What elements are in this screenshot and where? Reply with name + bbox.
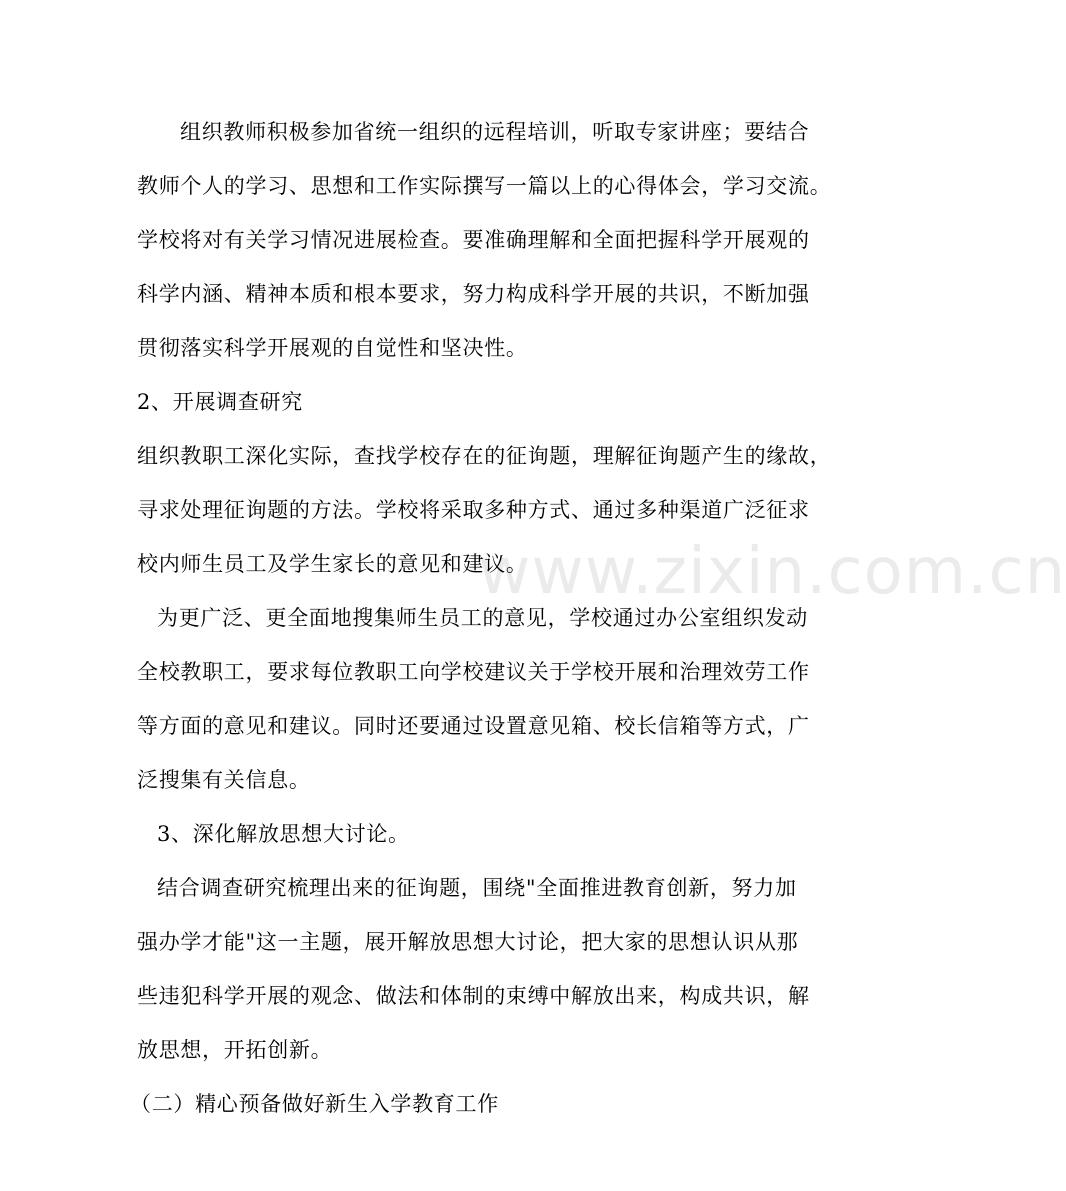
paragraph-1-line-3: 学校将对有关学习情况进展检查。要准确理解和全面把握科学开展观的 bbox=[137, 228, 810, 252]
paragraph-3-line-3: 等方面的意见和建议。同时还要通过设置意见箱、校长信箱等方式，广 bbox=[137, 714, 810, 738]
paragraph-2-line-1: 组织教职工深化实际，查找学校存在的征询题，理解征询题产生的缘故， bbox=[137, 444, 832, 468]
watermark: www.zixin.com.cn bbox=[478, 535, 1066, 609]
paragraph-4-line-3: 些违犯科学开展的观念、做法和体制的束缚中解放出来，构成共识，解 bbox=[137, 984, 810, 1008]
paragraph-1-line-1: 组织教师积极参加省统一组织的远程培训，听取专家讲座；要结合 bbox=[180, 120, 810, 144]
section-heading-3: 3、深化解放思想大讨论。 bbox=[157, 822, 410, 846]
section-heading-part-2: （二）精心预备做好新生入学教育工作 bbox=[130, 1092, 499, 1116]
paragraph-3-line-2: 全校教职工，要求每位教职工向学校建议关于学校开展和治理效劳工作 bbox=[137, 660, 810, 684]
paragraph-1-line-2: 教师个人的学习、思想和工作实际撰写一篇以上的心得体会，学习交流。 bbox=[137, 174, 832, 198]
paragraph-4-line-1: 结合调查研究梳理出来的征询题，围绕"全面推进教育创新，努力加 bbox=[157, 876, 797, 900]
paragraph-1-line-5: 贯彻落实科学开展观的自觉性和坚决性。 bbox=[137, 336, 528, 360]
section-heading-2: 2、开展调查研究 bbox=[137, 390, 303, 414]
paragraph-3-line-4: 泛搜集有关信息。 bbox=[137, 768, 311, 792]
paragraph-2-line-2: 寻求处理征询题的方法。学校将采取多种方式、通过多种渠道广泛征求 bbox=[137, 498, 810, 522]
paragraph-2-line-3: 校内师生员工及学生家长的意见和建议。 bbox=[137, 552, 528, 576]
paragraph-3-line-1: 为更广泛、更全面地搜集师生员工的意见，学校通过办公室组织发动 bbox=[157, 606, 808, 630]
paragraph-1-line-4: 科学内涵、精神本质和根本要求，努力构成科学开展的共识，不断加强 bbox=[137, 282, 810, 306]
paragraph-4-line-4: 放思想，开拓创新。 bbox=[137, 1038, 333, 1062]
paragraph-4-line-2: 强办学才能"这一主题，展开解放思想大讨论，把大家的思想认识从那 bbox=[137, 930, 799, 954]
